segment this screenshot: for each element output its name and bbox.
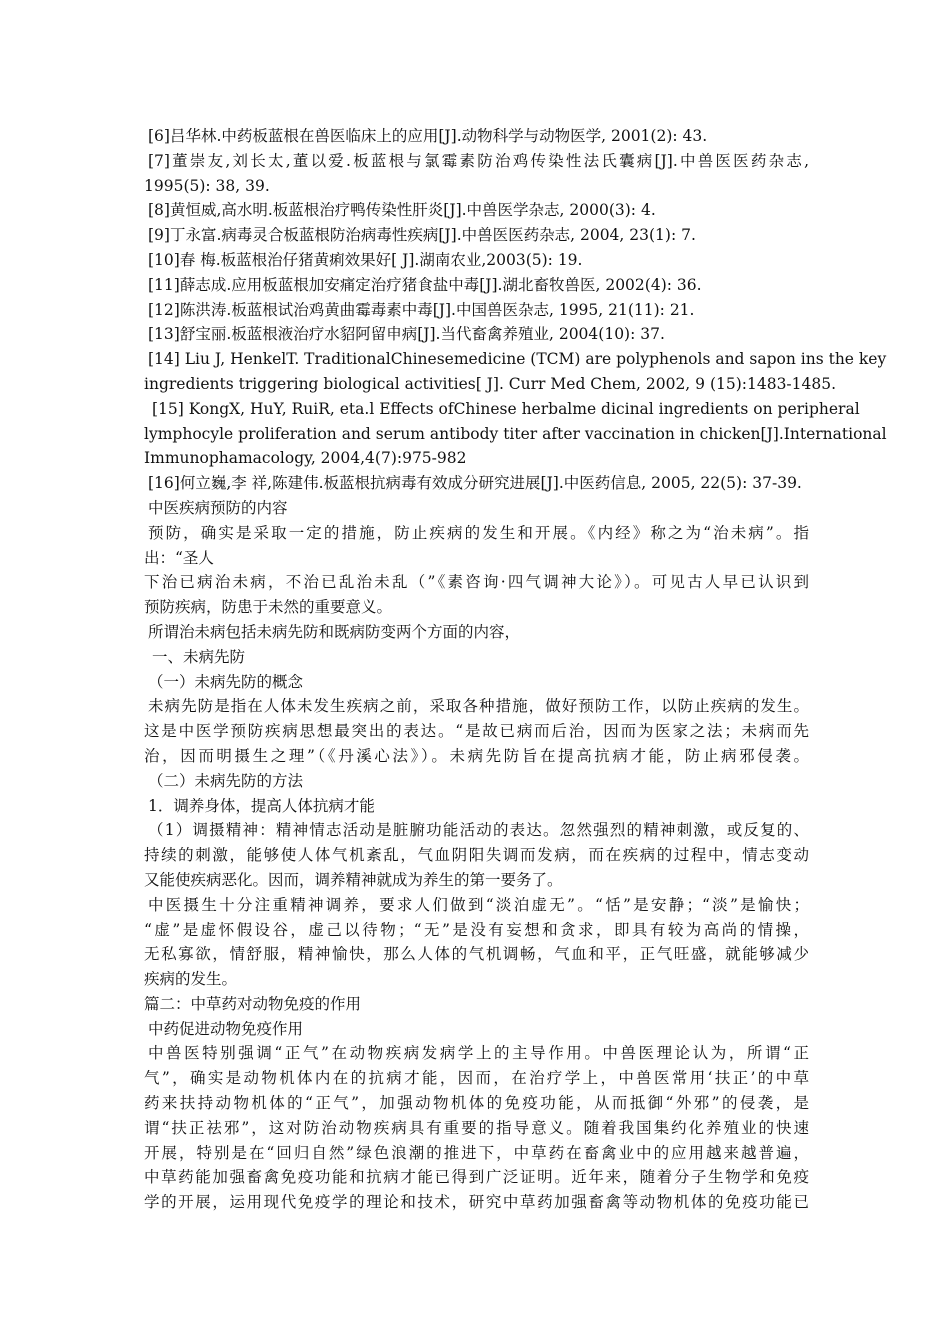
text-line: 谓“扶正祛邪”，这对防治动物疾病具有重要的指导意义。随着我国集约化养殖业的快速 [144, 1118, 809, 1137]
text-line: 1．调养身体，提高人体抗病才能 [148, 796, 375, 815]
text-line: （二）未病先防的方法 [148, 771, 304, 790]
text-line: 疾病的发生。 [144, 970, 238, 989]
text-line: [8]黄恒威,高水明.板蓝根治疗鸭传染性肝炎[J].中兽医学杂志, 2000(3): 4. [148, 201, 656, 220]
text-line: [6]吕华林.中药板蓝根在兽医临床上的应用[J].动物科学与动物医学, 2001(2): 43. [148, 127, 708, 145]
text-line: 一、未病先防 [152, 647, 246, 666]
text-line: 篇二：中草药对动物免疫的作用 [144, 994, 362, 1013]
text-line: 预防，确实是采取一定的措施，防止疾病的发生和开展。《内经》称之为“治未病”。指 [148, 523, 809, 542]
text-line: [14] Liu J, HenkelT. TraditionalChinesemedicine (TCM) are polyphenols and sapon ins the key [148, 350, 887, 369]
text-line: 持续的刺激，能够使人体气机紊乱，气血阴阳失调而发病，而在疾病的过程中，情志变动 [144, 846, 809, 865]
text-line: 中医疾病预防的内容 [148, 498, 288, 517]
text-line: [13]舒宝丽.板蓝根液治疗水貂阿留申病[J].当代畜禽养殖业, 2004(10): 37. [148, 325, 665, 344]
text-line: 下治已病治未病，不治已乱治未乱（”《素咨询·四气调神大论》）。可见古人早已认识到 [144, 573, 809, 592]
text-line: Immunophamacology, 2004,4(7):975-982 [144, 449, 467, 468]
text-line: [11]薛志成.应用板蓝根加安痛定治疗猪食盐中毒[J].湖北畜牧兽医, 2002(4): 36. [148, 275, 702, 294]
text-line: （1）调摄精神：精神情志活动是脏腑功能活动的表达。忽然强烈的精神刺激，或反复的、 [148, 821, 809, 840]
text-line: 预防疾病，防患于未然的重要意义。 [144, 598, 393, 617]
text-line: [10]春 梅.板蓝根治仔猪黄痢效果好[ J].湖南农业,2003(5): 19. [148, 250, 583, 269]
text-line: 中兽医特别强调“正气”在动物疾病发病学上的主导作用。中兽医理论认为，所谓“正 [148, 1044, 809, 1063]
text-line: ingredients triggering biological activities[ J]. Curr Med Chem, 2002, 9 (15):1483-1485. [144, 374, 837, 393]
text-line: “虚”是虚怀假设谷，虚己以待物；“无”是没有妄想和贪求，即具有较为高尚的情操， [144, 920, 809, 939]
text-line: 又能使疾病恶化。因而，调养精神就成为养生的第一要务了。 [144, 870, 563, 889]
text-line: 这是中医学预防疾病思想最突出的表达。“是故已病而后治，因而为医家之法；未病而先 [144, 722, 809, 741]
text-line: [16]何立巍,李 祥,陈建伟.板蓝根抗病毒有效成分研究进展[J].中医药信息, 2005, 22(5): 37-39. [148, 474, 802, 493]
text-line: 学的开展，运用现代免疫学的理论和技术，研究中草药加强畜禽等动物机体的免疫功能已 [144, 1193, 809, 1212]
text-line: lymphocyle proliferation and serum antibody titer after vaccination in chicken[J].International [144, 424, 887, 443]
text-line: （一）未病先防的概念 [148, 672, 304, 691]
text-line: 治，因而明摄生之理”（《丹溪心法》）。未病先防旨在提高抗病才能，防止病邪侵袭。 [144, 746, 809, 765]
text-line: 药来扶持动物机体的“正气”，加强动物机体的免疫功能，从而抵御“外邪”的侵袭，是 [144, 1094, 809, 1113]
text-line: 开展，特别是在“回归自然”绿色浪潮的推进下，中草药在畜禽业中的应用越来越普遍， [144, 1143, 809, 1162]
text-line: [15] KongX, HuY, RuiR, eta.l Effects ofChinese herbalme dicinal ingredients on peripheral [152, 399, 860, 418]
document-body [144, 124, 887, 1215]
text-line: [7]董崇友,刘长太,董以爱.板蓝根与氯霉素防治鸡传染性法氏囊病[J].中兽医医药杂志, [148, 151, 809, 170]
text-line: 中草药能加强畜禽免疫功能和抗病才能已得到广泛证明。近年来，随着分子生物学和免疫 [144, 1168, 809, 1187]
text-line: 未病先防是指在人体未发生疾病之前，采取各种措施，做好预防工作，以防止疾病的发生。 [148, 697, 809, 716]
text-line: 所谓治未病包括未病先防和既病防变两个方面的内容， [148, 622, 521, 641]
text-line: 气”，确实是动物机体内在的抗病才能，因而，在治疗学上，中兽医常用‘扶正’的中草 [144, 1069, 809, 1088]
text-line: [9]丁永富.病毒灵合板蓝根防治病毒性疾病[J].中兽医医药杂志, 2004, 23(1): 7. [148, 226, 696, 245]
text-line: 中医摄生十分注重精神调养，要求人们做到“淡泊虚无”。“恬”是安静；“淡”是愉快； [148, 895, 809, 914]
text-line: 中药促进动物免疫作用 [148, 1019, 304, 1038]
text-line: 无私寡欲，情舒服，精神愉快，那么人体的气机调畅，气血和平，正气旺盛，就能够减少 [144, 945, 809, 964]
text-line: 1995(5): 38, 39. [144, 176, 270, 195]
text-line: 出：“圣人 [144, 548, 214, 567]
text-line: [12]陈洪涛.板蓝根试治鸡黄曲霉毒素中毒[J].中国兽医杂志, 1995, 21(11): 21. [148, 300, 695, 319]
